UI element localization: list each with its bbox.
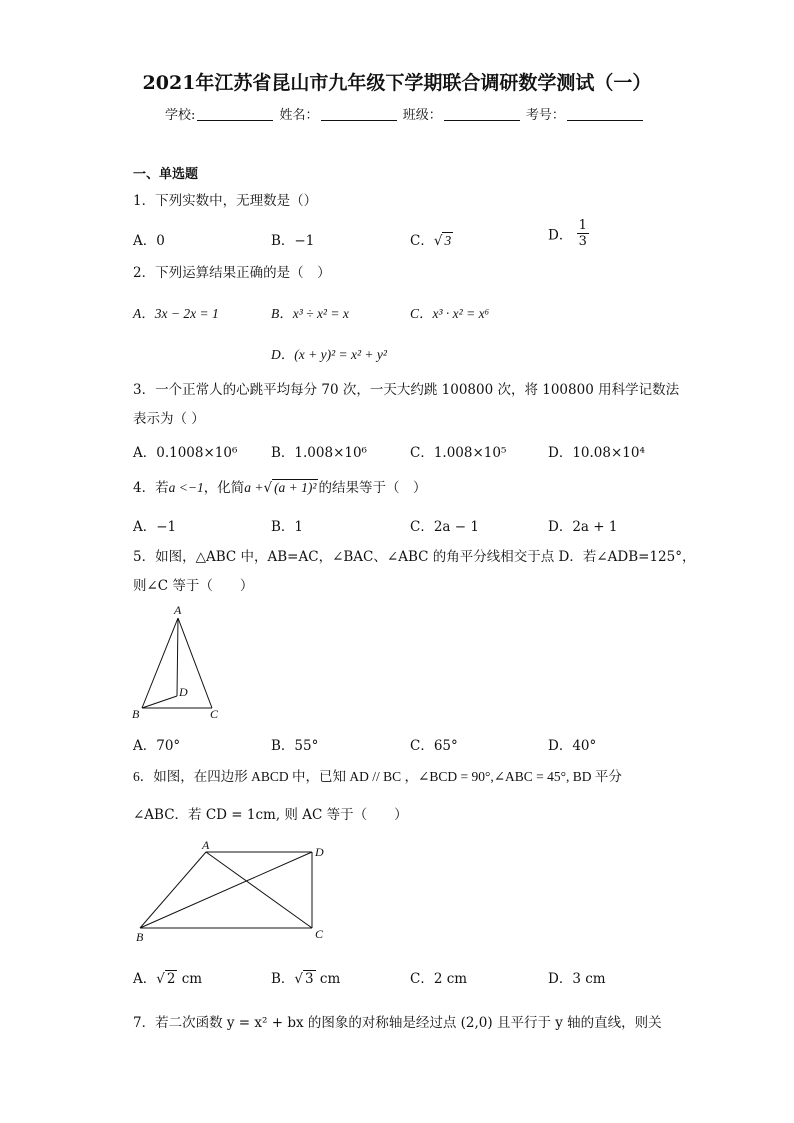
radicand: 3 xyxy=(444,233,452,248)
point-label-a: A xyxy=(202,838,210,852)
q3-option-b: B．1.008×10⁶ xyxy=(271,445,367,461)
q6-option-a: A．√ 2 cm xyxy=(133,971,203,987)
q6-option-c: C．2 cm xyxy=(410,971,468,987)
question-2-stem: 2．下列运算结果正确的是（ ） xyxy=(133,265,331,281)
q5-option-d: D．40° xyxy=(548,738,597,754)
sqrt-symbol: √ xyxy=(433,233,443,249)
point-label-a: A xyxy=(174,603,182,617)
name-label: 姓名： xyxy=(279,108,319,123)
point-label-c: C xyxy=(210,707,219,721)
question-3-stem-line2: 表示为（ ） xyxy=(133,411,205,427)
student-info-line xyxy=(165,104,645,123)
point-label-c: C xyxy=(315,927,324,941)
q5-option-c: C．65° xyxy=(410,738,458,754)
q2-option-c: C．x³ · x² = x⁶ xyxy=(410,306,490,321)
q2-option-d: D．(x + y)² = x² + y² xyxy=(271,347,387,362)
point-label-b: B xyxy=(132,707,140,721)
q1-option-b: B．−1 xyxy=(271,233,315,249)
q2-option-b: B．x³ ÷ x² = x xyxy=(271,306,349,321)
question-6-stem-line1: 6．如图，在四边形 ABCD 中，已知 AD // BC ，∠BCD = 90°,∠ABC = 45°, BD 平分 xyxy=(133,769,622,784)
q2-option-a: A．3x − 2x = 1 xyxy=(133,306,219,321)
q6-option-b: B．√ 3 cm xyxy=(271,971,341,987)
fraction: $\frac{1}{3}$ xyxy=(578,218,587,249)
q5-option-a: A．70° xyxy=(133,738,181,754)
question-6-stem-line2: ∠ABC．若 CD = 1cm, 则 AC 等于（ ） xyxy=(133,807,408,823)
name-blank[interactable] xyxy=(321,108,397,121)
point-label-d: D xyxy=(315,845,324,859)
number-label: 考号： xyxy=(525,108,565,123)
school-label: 学校: xyxy=(165,108,196,123)
page-title: 2021年江苏省昆山市九年级下学期联合调研数学测试（一） xyxy=(142,72,652,94)
question-3-stem-line1: 3．一个正常人的心跳平均每分 70 次，一天大约跳 100800 次，将 100800 用科学记数法 xyxy=(133,382,680,398)
point-label-d: D xyxy=(179,685,188,699)
radicand: (a + 1)² xyxy=(274,480,317,495)
question-4-stem: 4．若a <−1，化简a +√ (a + 1)² 的结果等于（ ） xyxy=(133,480,427,496)
triangle-figure xyxy=(128,600,228,725)
question-7-stem: 7．若二次函数 y = x² + bx 的图象的对称轴是经过点 (2,0) 且平行于 y 轴的直线，则关 xyxy=(133,1015,662,1031)
q6-option-d: D．3 cm xyxy=(548,971,606,987)
question-5-stem-line2: 则∠C 等于（ ） xyxy=(133,578,254,594)
class-label: 班级： xyxy=(402,108,442,123)
question-1-stem: 1．下列实数中，无理数是（） xyxy=(133,193,318,209)
q3-option-d: D．10.08×10⁴ xyxy=(548,445,645,461)
q4-option-b: B．1 xyxy=(271,519,304,535)
school-blank[interactable] xyxy=(197,108,273,121)
number-blank[interactable] xyxy=(567,108,643,121)
sqrt-symbol: √ xyxy=(263,480,273,496)
radicand: 3 xyxy=(305,971,314,987)
radicand: 2 xyxy=(166,971,176,987)
q1-option-a: A．0 xyxy=(133,233,165,249)
q1-option-d: D． $\frac{1}{3}$ xyxy=(548,218,587,249)
section-heading: 一、单选题 xyxy=(133,167,199,182)
q5-option-b: B．55° xyxy=(271,738,319,754)
q1-option-c: C．√ 3 xyxy=(410,233,452,249)
sqrt-symbol: √ xyxy=(294,971,304,987)
question-5-stem-line1: 5．如图，△ABC 中，AB=AC，∠BAC、∠ABC 的角平分线相交于点 D．若∠ADB=125°， xyxy=(133,549,696,565)
sqrt-symbol: √ xyxy=(156,971,165,987)
q4-option-a: A．−1 xyxy=(133,519,177,535)
quadrilateral-figure xyxy=(128,838,338,950)
class-blank[interactable] xyxy=(444,108,520,121)
q4-option-d: D．2a + 1 xyxy=(548,519,618,535)
q3-option-c: C．1.008×10⁵ xyxy=(410,445,507,461)
q4-option-c: C．2a − 1 xyxy=(410,519,479,535)
q3-option-a: A．0.1008×10⁶ xyxy=(133,445,238,461)
point-label-b: B xyxy=(136,930,144,944)
